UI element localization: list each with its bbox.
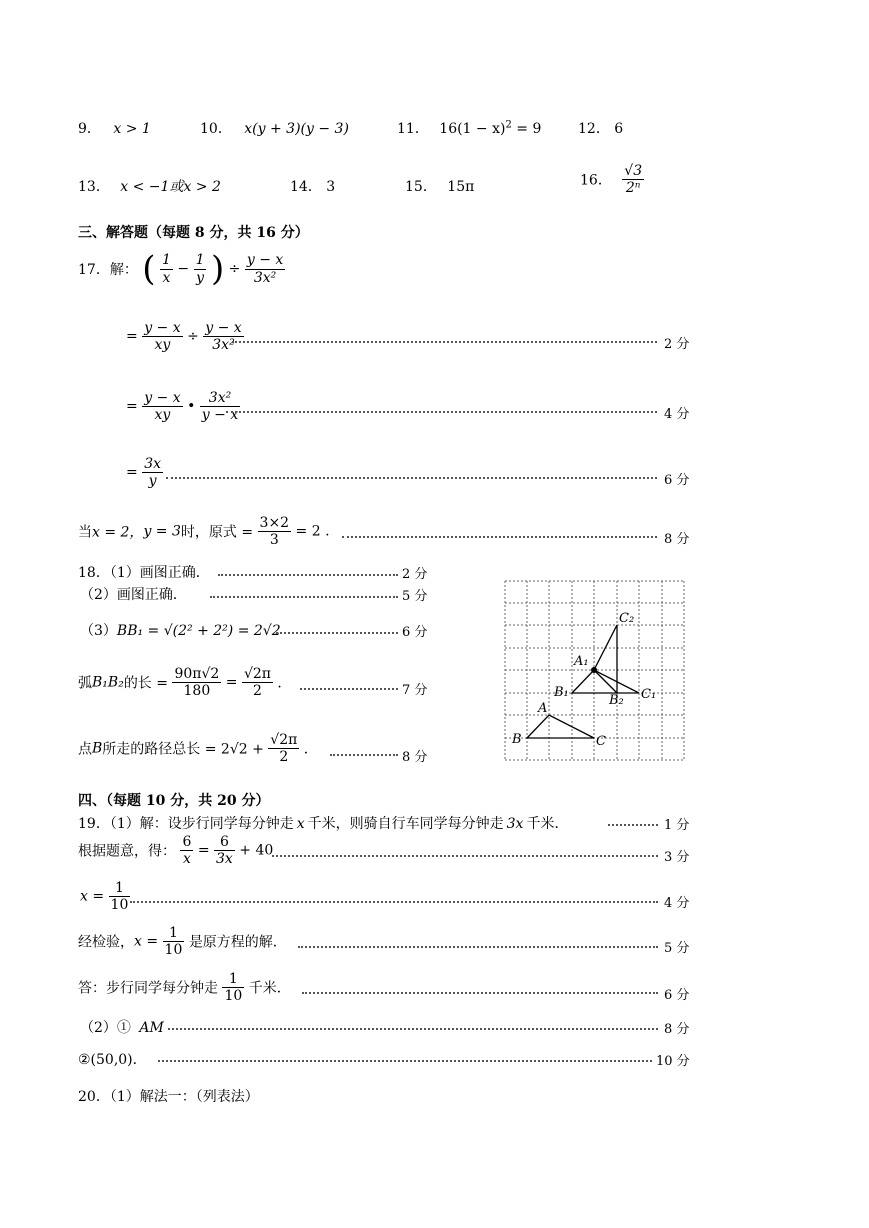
q17-line4: = $\frac{3x}{y}$ [126,456,161,490]
q17-line5: 当x = 2，y = 3时，原式 = $\frac{3\times 2}{3}$ = 2 . [78,515,330,549]
dot-leader [168,1028,658,1030]
q18-line4: 弧B₁B₂的长 = $\frac{90\pi√2}{180}$ = $\frac{√2\pi}{2}$ ． [78,666,292,700]
label-a: A [538,701,548,716]
points-label: 4 分 [664,407,690,422]
dot-leader [232,341,657,343]
q19-line6: （2）① AM [80,1020,164,1036]
answer-14: 14． 3 [290,179,336,195]
label-c: C [596,734,606,749]
points-label: 10 分 [656,1054,690,1069]
dot-leader [218,574,398,576]
answer-13: 13． x < −1或x > 2 [78,179,221,195]
dot-leader [272,855,658,857]
points-label: 3 分 [664,850,690,865]
points-label: 4 分 [664,896,690,911]
label-b1: B₁ [554,685,569,700]
dot-leader [166,477,657,479]
answer-10: 10． x(y + 3)(y − 3) [200,121,349,137]
points-label: 5 分 [664,941,690,956]
points-label: 8 分 [664,532,690,547]
section-3-title: 三、解答题（每题 8 分，共 16 分） [78,225,309,241]
points-label: 8 分 [402,750,428,765]
dot-leader [342,536,657,538]
points-label: 6 分 [402,625,428,640]
points-label: 7 分 [402,683,428,698]
points-label: 5 分 [402,589,428,604]
section-4-title: 四、（每题 10 分，共 20 分） [78,793,270,809]
answer-9: 9． x > 1 [78,121,151,137]
points-label: 1 分 [664,818,690,833]
dot-leader [130,901,658,903]
q18-grid-figure [504,580,686,762]
dot-leader [608,824,658,826]
points-label: 6 分 [664,473,690,488]
point-a1 [591,667,597,673]
q19-line3: x = $\frac{1}{10}$ [80,880,129,914]
q18-line2: （2）画图正确． [80,587,187,603]
dot-leader [300,688,398,690]
points-label: 8 分 [664,1022,690,1037]
q17-line1: 17．解： ( $\frac{1}{x}$ − $\frac{1}{y}$ ) ÷ $\frac{y - x}{\text{3x²}}$ [78,249,284,289]
q17-line2: = $\frac{y - x}{xy}$ ÷ $\frac{y - x}{\text{3x²}}$ [126,320,242,354]
label-c2: C₂ [619,611,635,626]
label-c1: C₁ [641,687,657,702]
q19-line7: ②(50,0)． [78,1052,147,1068]
dot-leader [158,1060,652,1062]
dot-leader [298,946,658,948]
q19-line4: 经检验，x = $\frac{1}{10}$ 是原方程的解． [78,925,287,959]
q18-line1: 18．（1）画图正确． [78,565,210,581]
answer-15: 15． 15π [405,179,475,195]
triangles [527,625,639,738]
label-b2: B₂ [609,693,624,708]
q19-line2: 根据题意，得： $\frac{6}{x}$ = $\frac{6}{3x}$ + 40 [78,834,274,868]
label-b: B [512,732,522,747]
dot-leader [276,632,398,634]
answer-11: 11． $16(1 - x)^2 = 9$ [397,119,542,137]
points-label: 2 分 [402,567,428,582]
dot-leader [226,411,657,413]
label-a1: A₁ [574,654,589,669]
dot-leader [330,754,398,756]
q19-line1: 19．（1）解：设步行同学每分钟走 x 千米，则骑自行车同学每分钟走 3x 千米． [78,816,569,832]
q18-line5: 点B所走的路径总长 = 2√2 + $\frac{√2\pi}{2}$ ． [78,732,318,766]
answer-16: 16． $\frac{√3}{\text{2ⁿ}}$ [580,163,643,197]
q19-line5: 答：步行同学每分钟走 $\frac{1}{10}$ 千米． [78,971,291,1005]
dot-leader [210,596,398,598]
points-label: 6 分 [664,988,690,1003]
points-label: 2 分 [664,337,690,352]
answer-12: 12． 6 [578,121,624,137]
q17-line3: = $\frac{y - x}{xy}$ • $\frac{\text{3x²}}{y - x}$ [126,390,239,424]
q18-line3: （3）BB₁ = √(2² + 2²) = 2√2 [80,623,281,639]
q20-line1: 20．（1）解法一：（列表法） [78,1089,259,1105]
dot-leader [302,992,658,994]
